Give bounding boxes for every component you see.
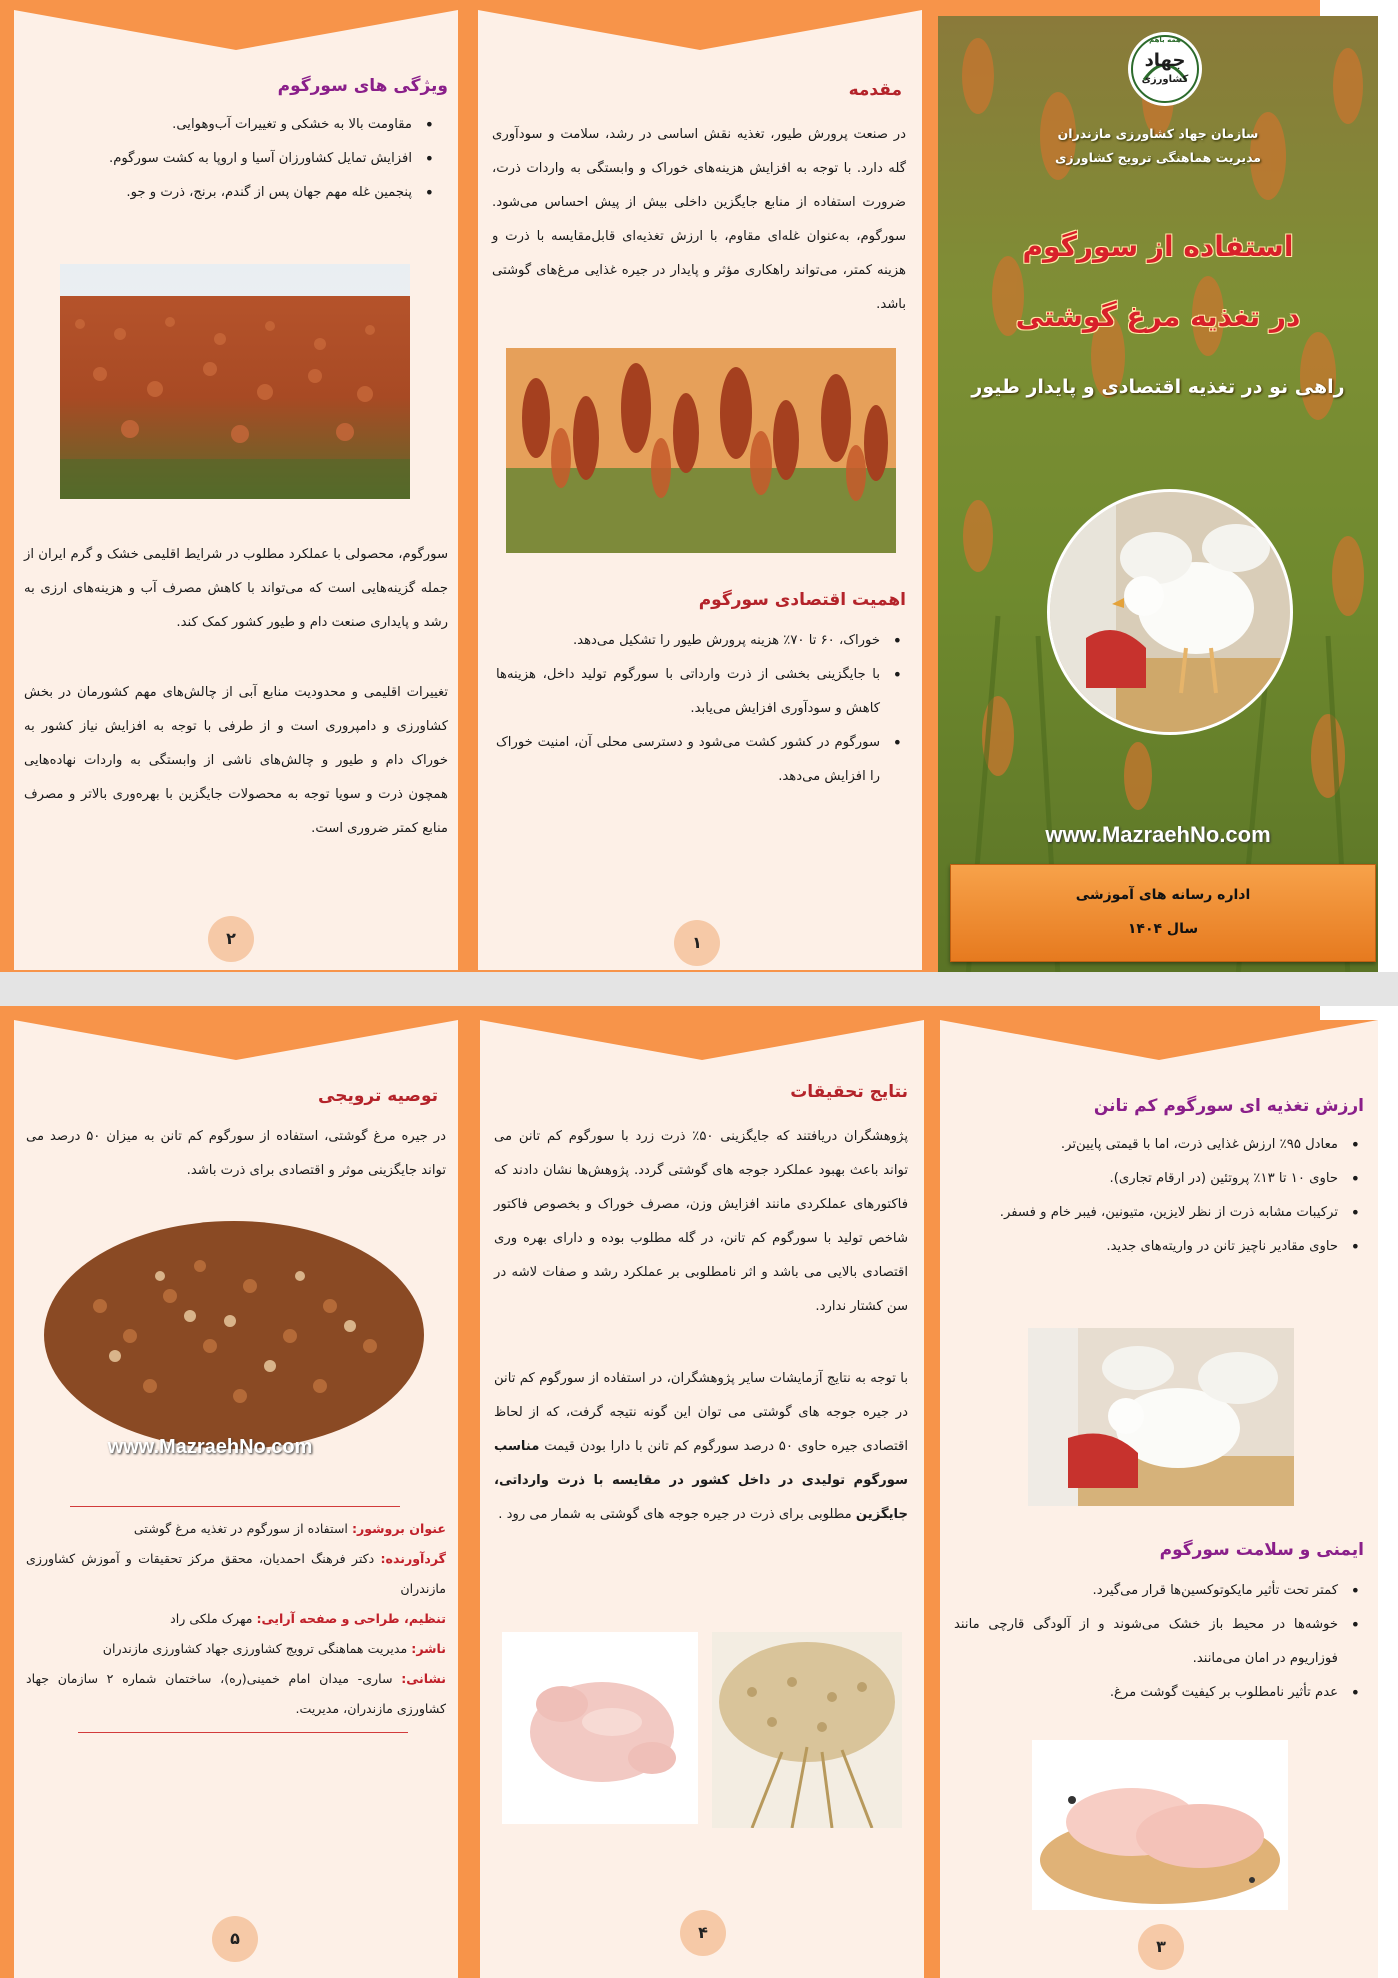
panel-3-nutritional-value: [940, 1020, 1378, 1978]
credit-publisher: ناشر: مدیریت هماهنگی ترویج کشاورزی جهاد کشاورزی مازندران: [102, 1641, 446, 1656]
list-item: • عدم تأثیر نامطلوب بر کیفیت گوشت مرغ.: [954, 1676, 1364, 1710]
grains-watermark: www.MazraehNo.com: [107, 1436, 313, 1458]
features-paragraph-2: تغییرات اقلیمی و محدودیت منابع آبی از چالش‌های مهم کشورمان در بخش کشاورزی و دامپروری است و از طرفی با توجه به افزایش نیاز کشور به خوراک دام و طیور و چالش‌های ناشی از وابستگی به واردات نهاده‌هایی همچون ذرت و سویا توجه به محصولات جایگزین با بهره‌وری بالاتر و مصرف منابع کمتر ضروری است.: [24, 685, 448, 836]
panel-4-research-results: [480, 1020, 924, 1978]
list-item: • حاوی مقادیر ناچیز تانن در واریته‌های جدید.: [954, 1230, 1364, 1264]
economic-importance-heading: اهمیت اقتصادی سورگوم: [698, 590, 906, 610]
list-item: • کمتر تحت تأثیر مایکوتوکسین‌ها قرار می‌گیرد.: [954, 1574, 1364, 1608]
page-number: ۵: [212, 1916, 258, 1962]
divider: [78, 1732, 408, 1733]
credit-author: گردآورنده: دکتر فرهنگ احمدیان، محقق مرکز تحقیقات و آموزش کشاورزی مازندران: [26, 1551, 446, 1596]
list-item: • خوشه‌ها در محیط باز خشک می‌شوند و از آلودگی قارچی مانند فوزاریوم در امان می‌مانند.: [954, 1608, 1364, 1676]
page-number: ۳: [1138, 1924, 1184, 1970]
list-item: • ترکیبات مشابه ذرت از نظر لایزین، متیونین، فیبر خام و فسفر.: [954, 1196, 1364, 1230]
list-item: • افزایش تمایل کشاورزان آسیا و اروپا به کشت سورگوم.: [38, 142, 438, 176]
sheet-separator: [0, 972, 1398, 1006]
credit-title: عنوان بروشور: استفاده از سورگوم در تغذیه مرغ گوشتی: [133, 1521, 446, 1536]
intro-heading: مقدمه: [848, 80, 902, 100]
nutritional-value-heading: ارزش تغذیه ای سورگوم کم تانن: [1093, 1096, 1364, 1116]
safety-heading: ایمنی و سلامت سورگوم: [1159, 1540, 1364, 1560]
cover-website: www.MazraehNo.com: [1045, 822, 1271, 847]
page-number: ۲: [208, 916, 254, 962]
features-heading: ویژگی های سورگوم: [277, 76, 448, 96]
safety-list: [954, 1574, 1364, 1710]
research-heading: نتایج تحقیقات: [790, 1082, 908, 1102]
logo-text-main: جهاد: [1144, 50, 1186, 71]
divider: [70, 1506, 400, 1507]
cover-panel: [938, 16, 1378, 976]
cover-subtitle: راهی نو در تغذیه اقتصادی و پایدار طیور: [971, 376, 1345, 398]
footer-office: اداره رسانه های آموزشی: [1075, 887, 1251, 903]
list-item: • مقاومت بالا به خشکی و تغییرات آب‌وهوایی.: [38, 108, 438, 142]
sorghum-heads-photo: [506, 348, 896, 553]
credits-block: [26, 1514, 446, 1724]
nutritional-value-list: [954, 1128, 1364, 1264]
panel-2-sorghum-features: [14, 10, 458, 970]
panel-5-recommendation: [14, 1020, 458, 1978]
logo-text-top: همه باهم: [1149, 36, 1181, 44]
chickens-feeding-photo: [1028, 1328, 1294, 1506]
footer-year: سال ۱۴۰۴: [1127, 921, 1199, 937]
panel-1-introduction: [478, 10, 922, 970]
cover-title-line-2: در تغذیه مرغ گوشتی: [1015, 300, 1301, 333]
raw-chicken-photo: [502, 1632, 698, 1824]
sorghum-field-photo: [60, 264, 410, 499]
intro-paragraph: در صنعت پرورش طیور، تغذیه نقش اساسی در رشد، سلامت و سودآوری گله دارد. با توجه به افزایش هزینه‌های خوراک و وابستگی به واردات ذرت، ضرورت استفاده از منابع جایگزین داخلی بیش از پیش احساس می‌شود. سورگوم، به‌عنوان غله‌ای مقاوم، با ارزش تغذیه‌ای قابل‌مقایسه با ذرت و هزینه کمتر، می‌تواند راهکاری مؤثر و پایدار در جیره غذایی مرغ‌های گوشتی باشد.: [492, 127, 906, 312]
sorghum-seeds-photo: [712, 1632, 902, 1828]
list-item: • خوراک، ۶۰ تا ۷۰٪ هزینه پرورش طیور را تشکیل می‌دهد.: [496, 624, 906, 658]
list-item: • معادل ۹۵٪ ارزش غذایی ذرت، اما با قیمتی پایین‌تر.: [954, 1128, 1364, 1162]
cover-footer-box: [950, 864, 1376, 962]
research-paragraph-1: پژوهشگران دریافتند که جایگزینی ۵۰٪ ذرت زرد با سورگوم کم تانن می تواند باعث بهبود عملکرد جوجه های گوشتی گردد. پژوهش‌ها نشان دادند که فاکتورهای عملکردی مانند افزایش وزن، مصرف خوراک و بخصوص فاکتور شاخص تولید با سورگوم کم تانن، در گله مطلوب بوده و دارای بهره وری اقتصادی بالایی می باشد و اثر نامطلوبی بر عملکرد رشد و صفات لاشه در سن کشتار ندارد.: [494, 1129, 908, 1314]
features-paragraph-1: سورگوم، محصولی با عملکرد مطلوب در شرایط اقلیمی خشک و گرم ایران از جمله گزینه‌هایی است که می‌تواند با کاهش مصرف آب و هزینه‌های ارزی به رشد و پایداری صنعت دام و طیور کشور کمک کند.: [24, 547, 448, 630]
sorghum-grains-photo: [40, 1216, 428, 1454]
list-item: • حاوی ۱۰ تا ۱۳٪ پروتئین (در ارقام تجاری).: [954, 1162, 1364, 1196]
chicken-breast-photo: [1032, 1740, 1288, 1910]
org-department: مدیریت هماهنگی ترویج کشاورزی: [1054, 150, 1262, 165]
page-number: ۴: [680, 1910, 726, 1956]
org-name: سازمان جهاد کشاورزی مازندران: [1057, 126, 1259, 141]
list-item: • با جایگزینی بخشی از ذرت وارداتی با سورگوم تولید داخل، هزینه‌ها کاهش و سودآوری افزایش می‌یابد.: [496, 658, 906, 726]
credit-designer: تنظیم، طراحی و صفحه آرایی: مهرک ملکی راد: [170, 1611, 446, 1626]
features-list: [38, 108, 438, 210]
list-item: • سورگوم در کشور کشت می‌شود و دسترسی محلی آن، امنیت خوراک را افزایش می‌دهد.: [496, 726, 906, 794]
recommendation-text: در جیره مرغ گوشتی، استفاده از سورگوم کم تانن به میزان ۵۰ درصد می تواند جایگزینی موثر و اقتصادی برای ذرت باشد.: [26, 1129, 446, 1178]
list-item: • پنجمین غله مهم جهان پس از گندم، برنج، ذرت و جو.: [38, 176, 438, 210]
logo-text-bottom: کشاورزی: [1141, 74, 1189, 85]
research-paragraph-2: با توجه به نتایج آزمایشات سایر پژوهشگران، در استفاده از سورگوم کم تانن در جیره جوجه های گوشتی می توان این گونه نتیجه گرفت، که از لحاظ اقتصادی جیره حاوی ۵۰ درصد سورگوم کم تانن با دارا بودن قیمت مناسب سورگوم تولیدی در داخل کشور در مقایسه با ذرت وارداتی، جایگزین مطلوبی برای ذرت در جیره جوجه های گوشتی به شمار می رود .: [494, 1371, 908, 1522]
cover-title-line-1: استفاده از سورگوم: [1022, 230, 1294, 263]
chicken-circle-photo: [1046, 488, 1294, 736]
credit-address: نشانی: ساری- میدان امام خمینی(ره)، ساختمان شماره ۲ سازمان جهاد کشاورزی مازندران، مدیریت.: [26, 1671, 446, 1716]
economic-importance-list: [496, 624, 906, 794]
page-number: ۱: [674, 920, 720, 966]
recommendation-heading: توصیه ترویجی: [318, 1086, 438, 1106]
